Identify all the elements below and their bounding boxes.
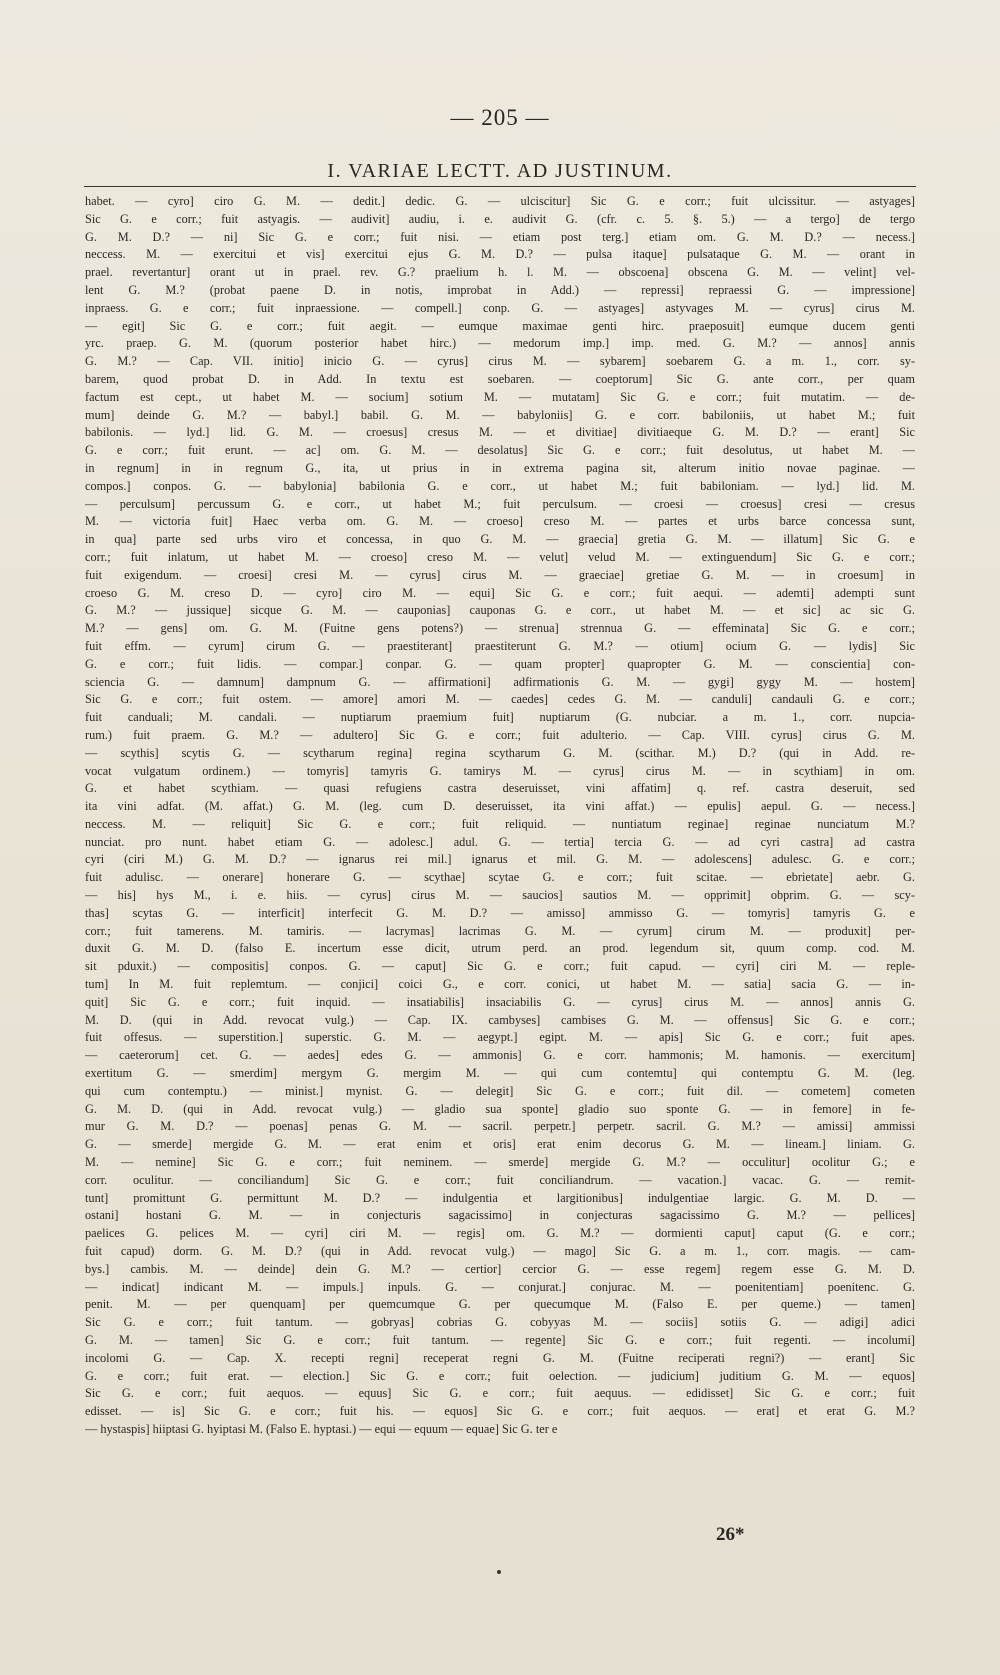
- text-line: factum est cept., ut habet M. — socium] sotium M. — mutatam] Sic G. e corr.; fuit mutatim. — de-: [85, 389, 915, 404]
- text-line: incolomi G. — Cap. X. recepti regni] receperat regni G. M. (Fuitne reciperati regni?) — erant] Sic: [85, 1350, 915, 1365]
- text-line: corr.; fuit inlatum, ut habet M. — croeso] creso M. — velut] velud M. — extinguendum] Sic G. e corr.;: [85, 549, 915, 564]
- text-line: sciencia G. — damnum] dampnum G. — affirmationi] adfirmationis G. M. — gygi] gygy M. — hostem]: [85, 674, 915, 689]
- text-line: Sic G. e corr.; fuit ostem. — amore] amori M. — caedes] cedes G. M. — canduli] candauli G. e corr.;: [85, 692, 915, 707]
- text-line: mur G. M. D.? — poenas] penas G. M. — sacril. perpetr.] perpetr. sacril. G. M.? — amissi] ammissi: [85, 1119, 915, 1134]
- critical-apparatus-text: [85, 193, 915, 1439]
- text-line: compos.] conpos. G. — babylonia] babilonia G. e corr., ut habet M.; fuit babiloniam. — lyd.] lid. M.: [85, 478, 915, 493]
- text-line: — his] hys M., i. e. hiis. — cyrus] cirus M. — saucios] sautios M. — opprimit] obprim. G. — scy-: [85, 888, 915, 903]
- text-line: G. et habet scythiam. — quasi refugiens castra deseruisset, vini affatim] q. ref. castra deseruit, sed: [85, 781, 915, 796]
- text-line: — hystaspis] hiiptasi G. hyiptasi M. (Falso E. hyptasi.) — equi — equum — equae] Sic G. ter e: [85, 1421, 558, 1436]
- text-line: duxit G. M. D. (falso E. incertum esse dicit, utrum perd. an prod. legendum sit, quum comp. cod. M.: [85, 941, 915, 956]
- text-line: G. M. — tamen] Sic G. e corr.; fuit tantum. — regente] Sic G. e corr.; fuit regenti. — incolumi]: [85, 1333, 915, 1347]
- text-line: G. — smerde] mergide G. M. — erat enim et oris] erat enim decorus G. M. — lineam.] liniam. G.: [85, 1137, 915, 1152]
- text-line: habet. — cyro] ciro G. M. — dedit.] dedic. G. — ulciscitur] Sic G. e corr.; fuit ulcissitur. — astyages]: [85, 194, 915, 208]
- text-line: G. M.? — Cap. VII. initio] inicio G. — cyrus] cirus M. — sybarem] soebarem G. a m. 1., corr. sy-: [85, 354, 915, 369]
- text-line: lent G. M.? (probat paene D. in notis, improbat in Add.) — repressi] repraessi G. — impressione]: [85, 282, 915, 297]
- text-line: G. e corr.; fuit erunt. — ac] om. G. M. — desolatus] Sic G. e corr.; fuit desolutus, ut habet M. —: [85, 443, 915, 458]
- text-line: G. e corr.; fuit erat. — election.] Sic G. e corr.; fuit oelection. — judicium] juditium G. M. — equos]: [85, 1368, 915, 1383]
- text-line: in regnum] in in regnum G., ita, ut prius in in extrema pagina sit, alterum initio novae paginae. —: [85, 460, 915, 475]
- text-line: inpraess. G. e corr.; fuit inpraessione. — compell.] conp. G. — astyages] astyvages M. — cyrus] cirus M.: [85, 300, 915, 315]
- page-speck: [497, 1570, 501, 1574]
- text-line: penit. M. — per quenquam] per quemcumque G. per quecumque M. (Falso E. per queme.) — tamen]: [85, 1297, 915, 1312]
- text-line: fuit exigendum. — croesi] cresi M. — cyrus] cirus M. — graeciae] gretiae G. M. — in croesum] in: [85, 567, 915, 582]
- text-line: yrc. praep. G. M. (quorum posterior habet hirc.) — medorum imp.] imp. med. G. M.? — annos] annis: [85, 336, 915, 351]
- text-line: Sic G. e corr.; fuit aequos. — equus] Sic G. e corr.; fuit aequus. — edidisset] Sic G. e corr.; fuit: [85, 1386, 915, 1401]
- text-line: Sic G. e corr.; fuit astyagis. — audivit] audiu, i. e. audivit G. (cfr. c. 5. §. 5.) — a tergo] de tergo: [85, 211, 915, 226]
- text-line: fuit offesus. — superstition.] superstic. G. M. — aegypt.] egipt. M. — apis] Sic G. e corr.; fuit apes.: [85, 1030, 915, 1045]
- text-line: fuit capud) dorm. G. M. D.? (qui in Add. revocat vulg.) — mago] Sic G. a m. 1., corr. magis. — cam-: [85, 1244, 915, 1259]
- text-line: fuit adulisc. — onerare] honerare G. — scythae] scytae G. e corr.; fuit scitae. — ebrietate] aebr. G.: [85, 870, 915, 885]
- text-line: neccess. M. — reliquit] Sic G. e corr.; fuit reliquid. — nuntiatum reginae] reginae nunciatum M.?: [85, 816, 915, 831]
- text-line: in qua] parte sed urbs viro et concessa, in quo G. M. — graecia] gretia G. M. — illatum] Sic G. e: [85, 532, 915, 547]
- text-line: quit] Sic G. e corr.; fuit inquid. — insatiabilis] insaciabilis G. — cyrus] cirus M. — annos] annis G.: [85, 994, 915, 1009]
- text-line: tunt] promittunt G. permittunt M. D.? — indulgentia et largitionibus] indulgentiae largic. G. M. D. —: [85, 1190, 915, 1205]
- title-rule: [84, 186, 916, 187]
- text-line: bys.] cambis. M. — deinde] dein G. M.? — certior] cercior G. — esse regem] regem esse G. M. D.: [85, 1261, 915, 1276]
- text-line: ostani] hostani G. M. — in conjecturis sagacissimo] in conjecturas sagacissimo G. M.? — pellices]: [85, 1208, 915, 1223]
- text-line: G. e corr.; fuit lidis. — compar.] conpar. G. — quam propter] quapropter G. M. — conscientia] con-: [85, 656, 915, 671]
- text-line: Sic G. e corr.; fuit tantum. — gobryas] cobrias G. cobyyas M. — sociis] sotiis G. — adigi] adici: [85, 1315, 915, 1330]
- text-line: vocat vulgatum ordinem.) — tomyris] tamyris G. tamirys M. — cyrus] cirus M. — in scythiam] in om.: [85, 763, 915, 778]
- page-number: — 205 —: [450, 105, 550, 130]
- text-line: fuit effm. — cyrum] cirum G. — praestiterant] praestiterunt G. M.? — otium] ocium G. — lydis] Sic: [85, 638, 915, 653]
- text-line: — caeterorum] cet. G. — aedes] edes G. — ammonis] G. e corr. hammonis; M. hamonis. — exercitum]: [85, 1048, 915, 1063]
- text-line: nunciat. pro nunt. habet etiam G. — adolesc.] adul. G. — tertia] tercia G. — ad cyri castra] ad castra: [85, 834, 915, 849]
- text-line: mum] deinde G. M.? — babyl.] babil. G. M. — babyloniis] G. e corr. babiloniis, ut habet M.; fuit: [85, 407, 915, 422]
- text-line: edisset. — is] Sic G. e corr.; fuit his. — equos] Sic G. e corr.; fuit aequos. — erat] et erat G. M.?: [85, 1404, 915, 1419]
- text-line: cyri (ciri M.) G. M. D.? — ignarus rei mil.] ignarus et mil. G. M. — adolescens] adulesc. G. e corr.;: [85, 852, 915, 867]
- text-line: M.? — gens] om. G. M. (Fuitne gens potens?) — strenua] strennua G. — effeminata] Sic G. e corr.;: [85, 621, 915, 636]
- text-line: corr. oculitur. — conciliandum] Sic G. e corr.; fuit conciliandrum. — vacation.] vacac. G. — remit-: [85, 1172, 915, 1187]
- text-line: — scythis] scytis G. — scytharum regina] regina scytharum G. M. (scithar. M.) D.? (qui in Add. re-: [85, 745, 915, 760]
- text-line: — indicat] indicant M. — impuls.] inpuls. G. — conjurat.] conjurac. M. — poenitentiam] poenitenc. G.: [85, 1279, 915, 1294]
- text-line: barem, quod probat D. in Add. In textu est soebaren. — coeptorum] Sic G. ante corr., per quam: [85, 371, 915, 386]
- text-line: tum] In M. fuit replemtum. — conjici] coici G., e corr. conici, ut habet M. — satia] sacia G. — in-: [85, 977, 915, 992]
- text-line: exertitum G. — smerdim] mergym G. mergim M. — qui cum contemtu] qui contemptu G. M. (leg.: [85, 1066, 915, 1081]
- section-title: I. VARIAE LECTT. AD JUSTINUM.: [327, 160, 673, 182]
- text-line: fuit canduali; M. candali. — nuptiarum praemium fuit] nuptiarum (G. nubciar. a m. 1., corr. nupcia-: [85, 710, 915, 725]
- text-line: G. M. D.? — ni] Sic G. e corr.; fuit nisi. — etiam post terg.] etiam om. G. M. D.? — necess.]: [85, 229, 915, 244]
- signature-mark: 26*: [716, 1524, 745, 1545]
- text-line: G. M. D. (qui in Add. revocat vulg.) — gladio sua sponte] gladio suo sponte G. — in femore] in fe-: [85, 1101, 915, 1116]
- text-line: corr.; fuit tamerens. M. tamiris. — lacrymas] lacrimas G. M. — cyrum] cirum M. — produxit] per-: [85, 923, 915, 938]
- text-line: thas] scytas G. — interficit] interfecit G. M. D.? — amisso] ammisso G. — tomyris] tamyris G. e: [85, 905, 915, 920]
- text-line: prael. revertantur] orant ut in prael. rev. G.? praelium h. l. M. — obscoena] obscena G. M. — velint] vel-: [85, 265, 915, 280]
- text-line: ita vini adfat. (M. affat.) G. M. (leg. cum D. deseruisset, ita vini affat.) — epulis] aepul. G. — necess.]: [85, 799, 915, 814]
- text-line: qui cum contemptu.) — minist.] mynist. G. — delegit] Sic G. e corr.; fuit dil. — cometem] cometen: [85, 1083, 915, 1098]
- text-line: G. M.? — jussique] sicque G. M. — cauponias] cauponas G. e corr., ut habet M. — et sic] ac sic G.: [85, 603, 915, 618]
- text-line: — perculsum] percussum G. e corr., ut habet M.; fuit perculsum. — croesi — croesus] cresi — cresus: [85, 496, 915, 511]
- text-line: babilonis. — lyd.] lid. G. M. — croesus] cresus M. — et divitiae] divitiaeque G. M. D.? — erant] Sic: [85, 425, 915, 440]
- text-line: — egit] Sic G. e corr.; fuit aegit. — eumque maximae genti hirc. praeposuit] eumque ducem genti: [85, 318, 915, 333]
- text-line: paelices G. pelices M. — cyri] ciri M. — regis] om. G. M.? — dormienti caput] caput (G. e corr.;: [85, 1226, 915, 1241]
- text-line: M. D. (qui in Add. revocat vulg.) — Cap. IX. cambyses] cambises G. M. — offensus] Sic G. e corr.;: [85, 1012, 915, 1027]
- text-line: croeso G. M. creso D. — cyro] ciro M. — equi] Sic G. e corr.; fuit aequi. — ademti] adempti sunt: [85, 585, 915, 600]
- text-line: rum.) fuit praem. G. M.? — adultero] Sic G. e corr.; fuit adulterio. — Cap. VIII. cyrus] cirus G. M.: [85, 727, 915, 742]
- text-line: neccess. M. — exercitui et vis] exercitui ejus G. M. D.? — pulsa itaque] pulsataque G. M. — orant in: [85, 247, 915, 262]
- text-line: M. — nemine] Sic G. e corr.; fuit neminem. — smerde] mergide G. M.? — occulitur] ocolitur G.; e: [85, 1155, 915, 1170]
- text-line: sit pduxit.) — compositis] conpos. G. — caput] Sic G. e corr.; fuit capud. — cyri] ciri M. — reple-: [85, 959, 915, 974]
- text-line: M. — victoria fuit] Haec verba om. G. M. — croeso] creso M. — partes et urbs barce concessa sunt,: [85, 514, 915, 529]
